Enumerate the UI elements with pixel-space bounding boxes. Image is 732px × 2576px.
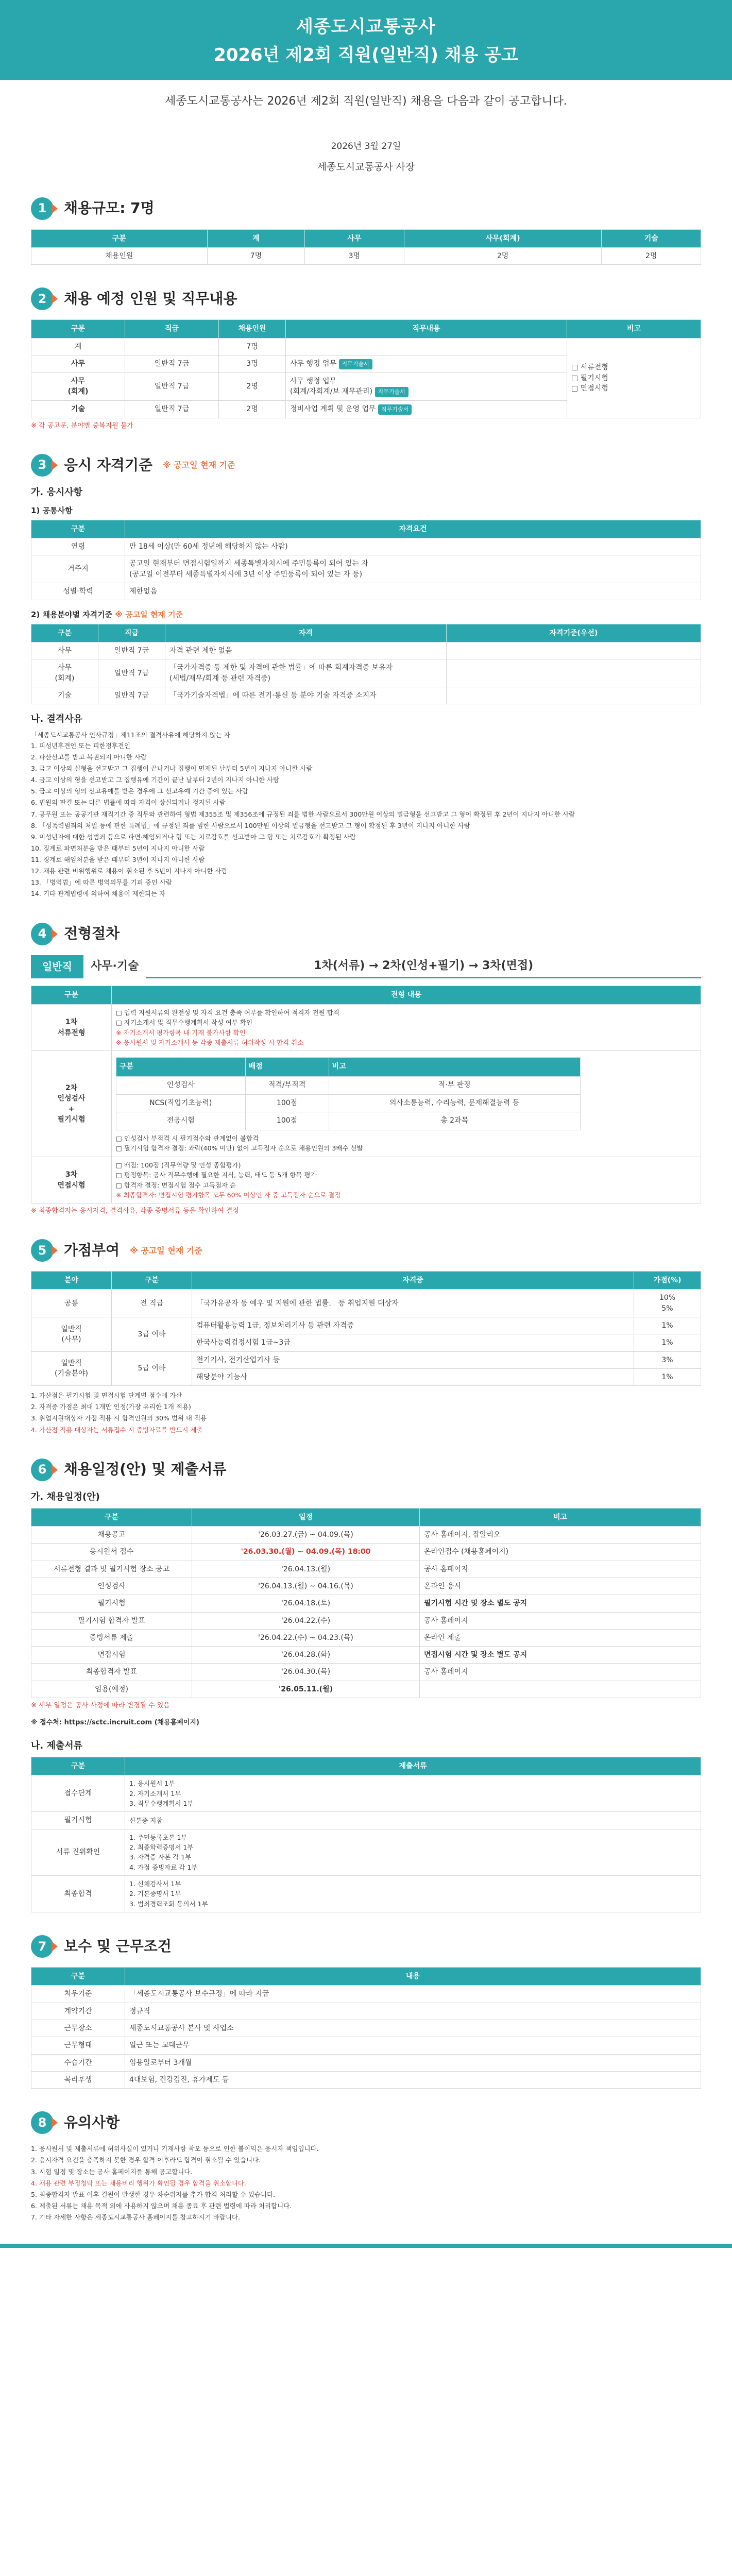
job-description-button[interactable]: 직무기술서 bbox=[339, 359, 372, 369]
table-header: 구분 bbox=[31, 624, 98, 642]
table-cell: 일반직 7급 bbox=[125, 355, 219, 372]
table-row bbox=[31, 1544, 701, 1561]
table-row bbox=[31, 1681, 701, 1698]
table-cell: 공사 홈페이지 bbox=[420, 1612, 701, 1629]
table-cell: 응시원서 접수 bbox=[31, 1544, 192, 1561]
table-cell: 사무 (회계) bbox=[31, 372, 125, 400]
table-cell: 증빙서류 제출 bbox=[31, 1629, 192, 1646]
table-cell bbox=[286, 338, 567, 355]
subsection-title: 2) 채용분야별 자격기준 bbox=[31, 610, 113, 620]
stage-line: □ 평정항목: 공사 직무수행에 필요한 지식, 능력, 태도 등 5개 항목 평가 bbox=[116, 1171, 317, 1179]
list-item: 4. 가산점 적용 대상자는 서류접수 시 증빙자료를 반드시 제출 bbox=[31, 1426, 203, 1434]
list-item: 8. 「성폭력범죄의 처벌 등에 관한 특례법」에 규정된 죄를 범한 사람으로서 100만원 이상의 벌금형을 선고받고 그 형이 확정된 후 3년이 지나지 아니한 사람 bbox=[31, 821, 470, 829]
table-cell: 3급 이하 bbox=[112, 1317, 192, 1352]
list-item: 1. 응시원서 및 제출서류에 허위사실이 있거나 기재사항 착오 등으로 인한 불이익은 응시자 책임입니다. bbox=[31, 2145, 319, 2153]
table-header: 구분 bbox=[112, 1272, 192, 1290]
duty-text: 사무 행정 업무 (회계/자회계/보 재무관리) bbox=[290, 377, 373, 396]
positions-footnote: ※ 각 공고문, 분야별 중복지원 불가 bbox=[31, 421, 133, 430]
stage-line: ※ 응시원서 및 자기소개서 등 각종 제출서류 허위작성 시 합격 취소 bbox=[116, 1038, 304, 1046]
section-selection-process bbox=[0, 923, 732, 1217]
table-header: 일정 bbox=[192, 1508, 420, 1526]
table-cell: 「국가기술자격법」에 따른 전기·통신 등 분야 기술 자격증 소지자 bbox=[165, 687, 447, 704]
table-cell: 필기시험 bbox=[31, 1812, 125, 1829]
list-item: 5. 금고 이상의 형의 선고유예를 받은 경우에 그 선고유예 기간 중에 있는 사람 bbox=[31, 787, 248, 795]
section-number: 3 bbox=[31, 454, 54, 477]
table-cell: 인성검사 bbox=[31, 1578, 192, 1595]
table-cell: 면접시험 bbox=[31, 1647, 192, 1664]
table-cell: 일반직 (사무) bbox=[31, 1317, 112, 1352]
table-cell: 필기시험 합격자 발표 bbox=[31, 1612, 192, 1629]
section-notices bbox=[0, 2111, 732, 2223]
table-cell: 적격/부적격 bbox=[245, 1076, 329, 1094]
table-row bbox=[31, 1595, 701, 1612]
table-cell: 전 직급 bbox=[112, 1290, 192, 1317]
table-cell: 7명 bbox=[207, 247, 304, 264]
section-number: 7 bbox=[31, 1935, 54, 1958]
table-cell: 최종합격 bbox=[31, 1876, 125, 1912]
disqualification-list bbox=[31, 740, 701, 900]
table-cell: 일반직 7급 bbox=[98, 642, 165, 659]
table-cell bbox=[447, 642, 701, 659]
table-cell: 복리후생 bbox=[31, 2071, 125, 2088]
process-flow bbox=[31, 955, 701, 979]
table-header: 직무내용 bbox=[286, 320, 567, 338]
table-header: 배점 bbox=[245, 1058, 329, 1077]
table-header: 기술 bbox=[602, 229, 701, 247]
list-item: 6. 제출된 서류는 채용 목적 외에 사용하지 않으며 채용 종료 후 관련 법령에 따라 처리합니다. bbox=[31, 2201, 292, 2210]
table-cell: 온라인접수 (채용홈페이지) bbox=[420, 1544, 701, 1561]
process-footnote: ※ 최종합격자는 응시자격, 결격사유, 각종 증명서류 등을 확인하여 결정 bbox=[31, 1207, 239, 1215]
table-cell: 「세종도시교통공사 보수규정」에 따라 지급 bbox=[125, 1986, 701, 2003]
section-bonus-points bbox=[0, 1239, 732, 1436]
table-cell: 필기시험 시간 및 장소 별도 공지 bbox=[420, 1595, 701, 1612]
table-cell: 기술 bbox=[31, 687, 98, 704]
table-cell: □ 서류전형 □ 필기시험 □ 면접시험 bbox=[567, 338, 701, 418]
section-note: ※ 공고일 현재 기준 bbox=[130, 1245, 202, 1256]
table-cell: 3명 bbox=[219, 355, 286, 372]
table-header: 비고 bbox=[567, 320, 701, 338]
process-label: 일반직 bbox=[31, 955, 83, 978]
table-header: 내용 bbox=[125, 1968, 701, 1986]
table-cell: 처우기준 bbox=[31, 1986, 125, 2003]
subsection-title: 가. 채용일정(안) bbox=[31, 1491, 100, 1502]
table-header: 구분 bbox=[31, 1508, 192, 1526]
table-header: 구분 bbox=[31, 229, 208, 247]
table-cell: 사무 (회계) bbox=[31, 659, 98, 687]
bonus-notes bbox=[31, 1390, 701, 1436]
section-number: 6 bbox=[31, 1459, 54, 1481]
table-cell: 서류전형 결과 및 필기시험 장소 공고 bbox=[31, 1561, 192, 1578]
table-cell: 제한없음 bbox=[125, 583, 701, 600]
section-qualifications bbox=[0, 454, 732, 900]
table-header: 사무(회계) bbox=[404, 229, 602, 247]
section-title: 응시 자격기준 bbox=[64, 456, 153, 473]
table-cell: '26.04.13.(월) ~ 04.16.(목) bbox=[192, 1578, 420, 1595]
table-header: 분야 bbox=[31, 1272, 112, 1290]
list-item: 5. 최종합격자 발표 이후 결원이 발생한 경우 차순위자를 추가 합격 처리할 수 있습니다. bbox=[31, 2190, 276, 2198]
table-cell: 1. 신체검사서 1부 2. 기본증명서 1부 3. 범죄경력조회 동의서 1부 bbox=[125, 1876, 701, 1912]
table-cell: 일반직 (기술분야) bbox=[31, 1351, 112, 1386]
table-header: 구분 bbox=[31, 320, 125, 338]
section-number: 5 bbox=[31, 1239, 54, 1262]
table-cell: 일반직 7급 bbox=[125, 372, 219, 400]
list-item: 10. 징계로 파면처분을 받은 때부터 5년이 지나지 아니한 사람 bbox=[31, 844, 205, 852]
stage-line: ※ 최종합격자: 면접시험 평가항목 모두 60% 이상인 자 중 고득점자 순으로 결정 bbox=[116, 1191, 341, 1199]
table-cell: 2명 bbox=[404, 247, 602, 264]
section-compensation bbox=[0, 1935, 732, 2089]
table-cell: 공통 bbox=[31, 1290, 112, 1317]
table-cell bbox=[447, 659, 701, 687]
table-cell: 서류 진위확인 bbox=[31, 1829, 125, 1876]
table-header: 채용인원 bbox=[219, 320, 286, 338]
list-item: 9. 미성년자에 대한 성범죄 등으로 파면·해임되거나 형 또는 치료감호를 선고받아 그 형 또는 치료감호가 확정된 사람 bbox=[31, 833, 356, 841]
table-cell: 총 2과목 bbox=[329, 1112, 580, 1130]
table-cell: 공사 홈페이지 bbox=[420, 1561, 701, 1578]
process-track: 사무·기술 bbox=[90, 960, 139, 973]
table-cell: '26.04.22.(수) ~ 04.23.(목) bbox=[192, 1629, 420, 1646]
table-cell: 일반직 7급 bbox=[125, 401, 219, 418]
compensation-table bbox=[31, 1967, 701, 2089]
section-title: 채용규모: 7명 bbox=[64, 199, 155, 217]
list-item: 3. 취업지원대상자 가점 적용 시 합격인원의 30% 범위 내 적용 bbox=[31, 1414, 207, 1422]
stage-line: □ 자기소개서 및 직무수행계획서 작성 여부 확인 bbox=[116, 1019, 253, 1027]
table-row bbox=[31, 1527, 701, 1544]
section-number: 4 bbox=[31, 923, 54, 945]
table-cell: '26.03.27.(금) ~ 04.09.(목) bbox=[192, 1527, 420, 1544]
bonus-table bbox=[31, 1271, 701, 1386]
list-item: 2. 파산선고를 받고 복권되지 아니한 사람 bbox=[31, 753, 147, 761]
table-cell: '26.04.18.(토) bbox=[192, 1595, 420, 1612]
recruit-size-table bbox=[31, 229, 701, 265]
table-cell: 성별·학력 bbox=[31, 583, 125, 600]
table-cell: 전공시험 bbox=[116, 1112, 246, 1130]
table-cell: 일근 또는 교대근무 bbox=[125, 2037, 701, 2054]
table-cell: 3% bbox=[634, 1351, 701, 1368]
table-header: 자격증 bbox=[192, 1272, 634, 1290]
table-cell: 100점 bbox=[245, 1112, 329, 1130]
stage-name: 3차 면접시험 bbox=[31, 1157, 112, 1204]
notice-list bbox=[31, 2143, 701, 2223]
stage-line: ※ 자기소개서 평가항목 내 기재 불가사항 확인 bbox=[116, 1028, 246, 1037]
table-cell: 온라인 응시 bbox=[420, 1578, 701, 1595]
list-item: 7. 공무원 또는 공공기관 재직기간 중 직무와 관련하여 형법 제355조 및 제356조에 규정된 죄를 범한 사람으로서 300만원 이상의 벌금형을 선고받고 그 형이 확정된 후 2년이 지나지 아니한 사람 bbox=[31, 810, 575, 818]
section-number: 1 bbox=[31, 197, 54, 220]
intro bbox=[0, 80, 732, 179]
table-row bbox=[31, 1578, 701, 1595]
table-cell: 4대보험, 건강검진, 휴가제도 등 bbox=[125, 2071, 701, 2088]
table-header: 비고 bbox=[420, 1508, 701, 1526]
table-header: 구분 bbox=[31, 1757, 125, 1775]
table-cell: 10% 5% bbox=[634, 1290, 701, 1317]
table-cell bbox=[420, 1681, 701, 1698]
hero-banner bbox=[0, 0, 732, 80]
table-header: 구분 bbox=[31, 520, 125, 538]
table-header: 계 bbox=[207, 229, 304, 247]
table-cell bbox=[125, 338, 219, 355]
table-cell: 연령 bbox=[31, 538, 125, 555]
table-cell: 2명 bbox=[219, 372, 286, 400]
list-item: 6. 법원의 판결 또는 다른 법률에 따라 자격이 상실되거나 정지된 사람 bbox=[31, 799, 226, 807]
section-title: 채용일정(안) 및 제출서류 bbox=[64, 1461, 227, 1478]
table-cell: 계 bbox=[31, 338, 125, 355]
intro-date: 2026년 3월 27일 bbox=[331, 141, 401, 152]
table-cell: 일반직 7급 bbox=[98, 659, 165, 687]
table-cell bbox=[447, 687, 701, 704]
table-cell: 온라인 제출 bbox=[420, 1629, 701, 1646]
table-cell: 사무 bbox=[31, 642, 98, 659]
stage-name: 1차 서류전형 bbox=[31, 1004, 112, 1051]
list-item: 1. 피성년후견인 또는 피한정후견인 bbox=[31, 741, 130, 750]
table-cell: '26.03.30.(월) ~ 04.09.(목) 18:00 bbox=[192, 1544, 420, 1561]
table-cell: 채용공고 bbox=[31, 1527, 192, 1544]
list-item: 4. 채용 관련 부정청탁 또는 채용비리 행위가 확인될 경우 합격을 취소합니다. bbox=[31, 2179, 246, 2187]
section-schedule-documents bbox=[0, 1459, 732, 1912]
subsection-title: 나. 제출서류 bbox=[31, 1740, 83, 1751]
table-header: 직급 bbox=[98, 624, 165, 642]
table-cell: 임용일로부터 3개월 bbox=[125, 2054, 701, 2071]
table-row bbox=[31, 1664, 701, 1681]
disqualification-intro: 「세종도시교통공사 인사규정」제11조의 결격사유에 해당하지 않는 자 bbox=[31, 731, 230, 739]
stage-name: 2차 인성검사 + 필기시험 bbox=[31, 1051, 112, 1157]
table-cell: 거주지 bbox=[31, 555, 125, 583]
table-cell: 1% bbox=[634, 1334, 701, 1351]
table-cell: 기술 bbox=[31, 401, 125, 418]
subsection-note: ※ 공고일 현재 기준 bbox=[115, 610, 183, 620]
table-cell: 정규직 bbox=[125, 2003, 701, 2020]
list-item: 7. 기타 자세한 사항은 세종도시교통공사 홈페이지를 참고하시기 바랍니다. bbox=[31, 2213, 240, 2222]
field-requirements-table bbox=[31, 624, 701, 704]
table-cell: NCS(직업기초능력) bbox=[116, 1094, 246, 1112]
table-row bbox=[31, 1561, 701, 1578]
table-header: 비고 bbox=[329, 1058, 580, 1077]
section-note: ※ 공고일 현재 기준 bbox=[163, 460, 235, 470]
list-item: 14. 기타 관계법령에 의하여 채용이 제한되는 자 bbox=[31, 890, 166, 898]
table-cell: 1. 주민등록초본 1부 2. 최종학력증명서 1부 3. 자격증 사본 각 1부 4. 가점 증빙자료 각 1부 bbox=[125, 1829, 701, 1876]
table-header: 자격기준(우선) bbox=[447, 624, 701, 642]
table-cell: 최종합격자 발표 bbox=[31, 1664, 192, 1681]
table-cell: '26.04.28.(화) bbox=[192, 1647, 420, 1664]
table-cell: '26.04.30.(목) bbox=[192, 1664, 420, 1681]
list-item: 12. 채용 관련 비위행위로 채용이 취소된 후 5년이 지나지 아니한 사람 bbox=[31, 867, 228, 875]
written-exam-table bbox=[116, 1057, 581, 1130]
stage-line: □ 입력 지원서류의 완전성 및 자격 요건 충족 여부를 확인하여 적격자 전원 합격 bbox=[116, 1008, 339, 1016]
table-cell: 2명 bbox=[602, 247, 701, 264]
table-cell: 전기기사, 전기산업기사 등 bbox=[192, 1351, 634, 1368]
list-item: 1. 가산점은 필기시험 및 면접시험 단계별 점수에 가산 bbox=[31, 1392, 182, 1400]
table-cell: 해당분야 기능사 bbox=[192, 1368, 634, 1385]
table-cell: 수습기간 bbox=[31, 2054, 125, 2071]
section-title: 전형절차 bbox=[64, 925, 120, 942]
job-description-button[interactable]: 직무기술서 bbox=[378, 404, 412, 415]
stage-line: □ 필기시험 합격자 결정: 과락(40% 미만) 없이 고득점자 순으로 채용인원의 3배수 선발 bbox=[116, 1144, 363, 1153]
table-cell: 자격 관련 제한 없음 bbox=[165, 642, 447, 659]
table-cell: '26.04.22.(수) bbox=[192, 1612, 420, 1629]
table-cell: 접수단계 bbox=[31, 1775, 125, 1812]
table-header: 가점(%) bbox=[634, 1272, 701, 1290]
duty-text: 사무 행정 업무 bbox=[290, 359, 337, 368]
org-name: 세종도시교통공사 bbox=[296, 16, 436, 37]
stage-line: □ 배점: 100점 (직무역량 및 인성 종합평가) bbox=[116, 1161, 241, 1169]
table-header: 직급 bbox=[125, 320, 219, 338]
table-row bbox=[31, 1629, 701, 1646]
schedule-table bbox=[31, 1508, 701, 1698]
table-header: 구분 bbox=[116, 1058, 246, 1077]
section-number: 8 bbox=[31, 2111, 54, 2134]
table-cell: 5급 이하 bbox=[112, 1351, 192, 1386]
section-recruit-size bbox=[0, 197, 732, 265]
table-cell: 일반직 7급 bbox=[98, 687, 165, 704]
table-cell: 면접시험 시간 및 장소 별도 공지 bbox=[420, 1647, 701, 1664]
table-cell: 인성검사 bbox=[116, 1076, 246, 1094]
table-cell: 적·부 판정 bbox=[329, 1076, 580, 1094]
table-cell: 공고일 현재부터 면접시험일까지 세종특별자치시에 주민등록이 되어 있는 자 (공고일 이전부터 세종특별자치시에 3년 이상 주민등록이 되어 있는 자 등) bbox=[125, 555, 701, 583]
table-cell: 7명 bbox=[219, 338, 286, 355]
common-requirements-table bbox=[31, 520, 701, 600]
list-item: 11. 징계로 해임처분을 받은 때부터 3년이 지나지 아니한 사람 bbox=[31, 856, 205, 864]
table-cell: 세종도시교통공사 본사 및 사업소 bbox=[125, 2020, 701, 2037]
table-cell: 근무형태 bbox=[31, 2037, 125, 2054]
table-header: 구분 bbox=[31, 1968, 125, 1986]
list-item: 3. 금고 이상의 실형을 선고받고 그 집행이 끝나거나 집행이 면제된 날부터 5년이 지나지 아니한 사람 bbox=[31, 765, 313, 773]
duty-text: 정비사업 계획 및 운영 업무 bbox=[290, 405, 376, 414]
table-cell: 신분증 지참 bbox=[125, 1812, 701, 1829]
table-cell: 「국가자격증 등 제한 및 자격에 관한 법률」에 따른 회계자격증 보유자 (세법/재무/회계 등 관련 자격증) bbox=[165, 659, 447, 687]
list-item: 2. 자격증 가점은 최대 1개만 인정(가장 유리한 1개 적용) bbox=[31, 1403, 191, 1411]
table-header: 전형 내용 bbox=[112, 986, 701, 1004]
table-cell: 2명 bbox=[219, 401, 286, 418]
table-cell: 사무 bbox=[31, 355, 125, 372]
table-cell: 공사 홈페이지, 잡알리오 bbox=[420, 1527, 701, 1544]
announcement-title: 2026년 제2회 직원(일반직) 채용 공고 bbox=[214, 45, 518, 66]
section-title: 가점부여 bbox=[64, 1241, 120, 1259]
list-item: 3. 시험 일정 및 장소는 공사 홈페이지를 통해 공고합니다. bbox=[31, 2167, 193, 2176]
documents-table bbox=[31, 1757, 701, 1912]
table-header: 제출서류 bbox=[125, 1757, 701, 1775]
section-title: 유의사항 bbox=[64, 2113, 120, 2131]
subsection-title: 나. 결격사유 bbox=[31, 714, 83, 725]
subsection-title: 가. 응시사항 bbox=[31, 486, 83, 498]
table-cell: 1% bbox=[634, 1317, 701, 1334]
table-cell: 「국가유공자 등 예우 및 지원에 관한 법률」 등 취업지원 대상자 bbox=[192, 1290, 634, 1317]
table-cell: 컴퓨터활용능력 1급, 정보처리기사 등 관련 자격증 bbox=[192, 1317, 634, 1334]
section-title: 채용 예정 인원 및 직무내용 bbox=[64, 290, 237, 307]
apply-link[interactable]: ※ 접수처: https://sctc.incruit.com (채용홈페이지) bbox=[31, 1718, 199, 1726]
table-cell: 한국사능력검정시험 1급~3급 bbox=[192, 1334, 634, 1351]
footer-bar bbox=[0, 2244, 732, 2248]
table-header: 구분 bbox=[31, 986, 112, 1004]
table-cell: 채용인원 bbox=[31, 247, 208, 264]
table-cell: 만 18세 이상(만 60세 정년에 해당하지 않는 사람) bbox=[125, 538, 701, 555]
list-item: 13. 「병역법」에 따른 병역의무를 기피 중인 사람 bbox=[31, 878, 172, 887]
section-title: 보수 및 근무조건 bbox=[64, 1937, 172, 1955]
table-cell: 3명 bbox=[305, 247, 404, 264]
section-positions bbox=[0, 287, 732, 431]
table-cell: '26.05.11.(월) bbox=[192, 1681, 420, 1698]
table-cell: 공사 홈페이지 bbox=[420, 1664, 701, 1681]
process-table bbox=[31, 986, 701, 1204]
list-item: 4. 금고 이상의 형을 선고받고 그 집행유예 기간이 끝난 날부터 2년이 지나지 아니한 사람 bbox=[31, 776, 280, 784]
stage-line: □ 인성검사 부적격 시 필기점수와 관계없이 불합격 bbox=[116, 1134, 259, 1143]
section-number: 2 bbox=[31, 287, 54, 310]
table-cell: 1. 응시원서 1부 2. 자기소개서 1부 3. 직무수행계획서 1부 bbox=[125, 1775, 701, 1812]
process-steps: 1차(서류) → 2차(인성+필기) → 3차(면접) bbox=[146, 955, 701, 979]
table-cell: '26.04.13.(월) bbox=[192, 1561, 420, 1578]
intro-lead: 세종도시교통공사는 2026년 제2회 직원(일반직) 채용을 다음과 같이 공고합니다. bbox=[165, 94, 567, 108]
table-cell: 계약기간 bbox=[31, 2003, 125, 2020]
table-cell: 필기시험 bbox=[31, 1595, 192, 1612]
list-item: 2. 응시자격 요건을 충족하지 못한 경우 합격 이후라도 합격이 취소될 수 있습니다. bbox=[31, 2156, 261, 2164]
table-header: 사무 bbox=[305, 229, 404, 247]
table-cell: 임용(예정) bbox=[31, 1681, 192, 1698]
positions-table bbox=[31, 319, 701, 418]
table-cell: 1% bbox=[634, 1368, 701, 1385]
job-description-button[interactable]: 직무기술서 bbox=[375, 387, 408, 397]
intro-signature: 세종도시교통공사 사장 bbox=[317, 161, 415, 173]
table-cell: 의사소통능력, 수리능력, 문제해결능력 등 bbox=[329, 1094, 580, 1112]
table-row bbox=[31, 1647, 701, 1664]
table-row bbox=[31, 1612, 701, 1629]
stage-line: □ 합격자 결정: 면접시험 점수 고득점자 순 bbox=[116, 1181, 236, 1189]
schedule-footnote: ※ 세부 일정은 공사 사정에 따라 변경될 수 있음 bbox=[31, 1702, 170, 1710]
table-header: 자격 bbox=[165, 624, 447, 642]
subsection-title: 1) 공통사항 bbox=[31, 505, 73, 515]
table-cell: 100점 bbox=[245, 1094, 329, 1112]
table-header: 자격요건 bbox=[125, 520, 701, 538]
table-cell: 근무장소 bbox=[31, 2020, 125, 2037]
